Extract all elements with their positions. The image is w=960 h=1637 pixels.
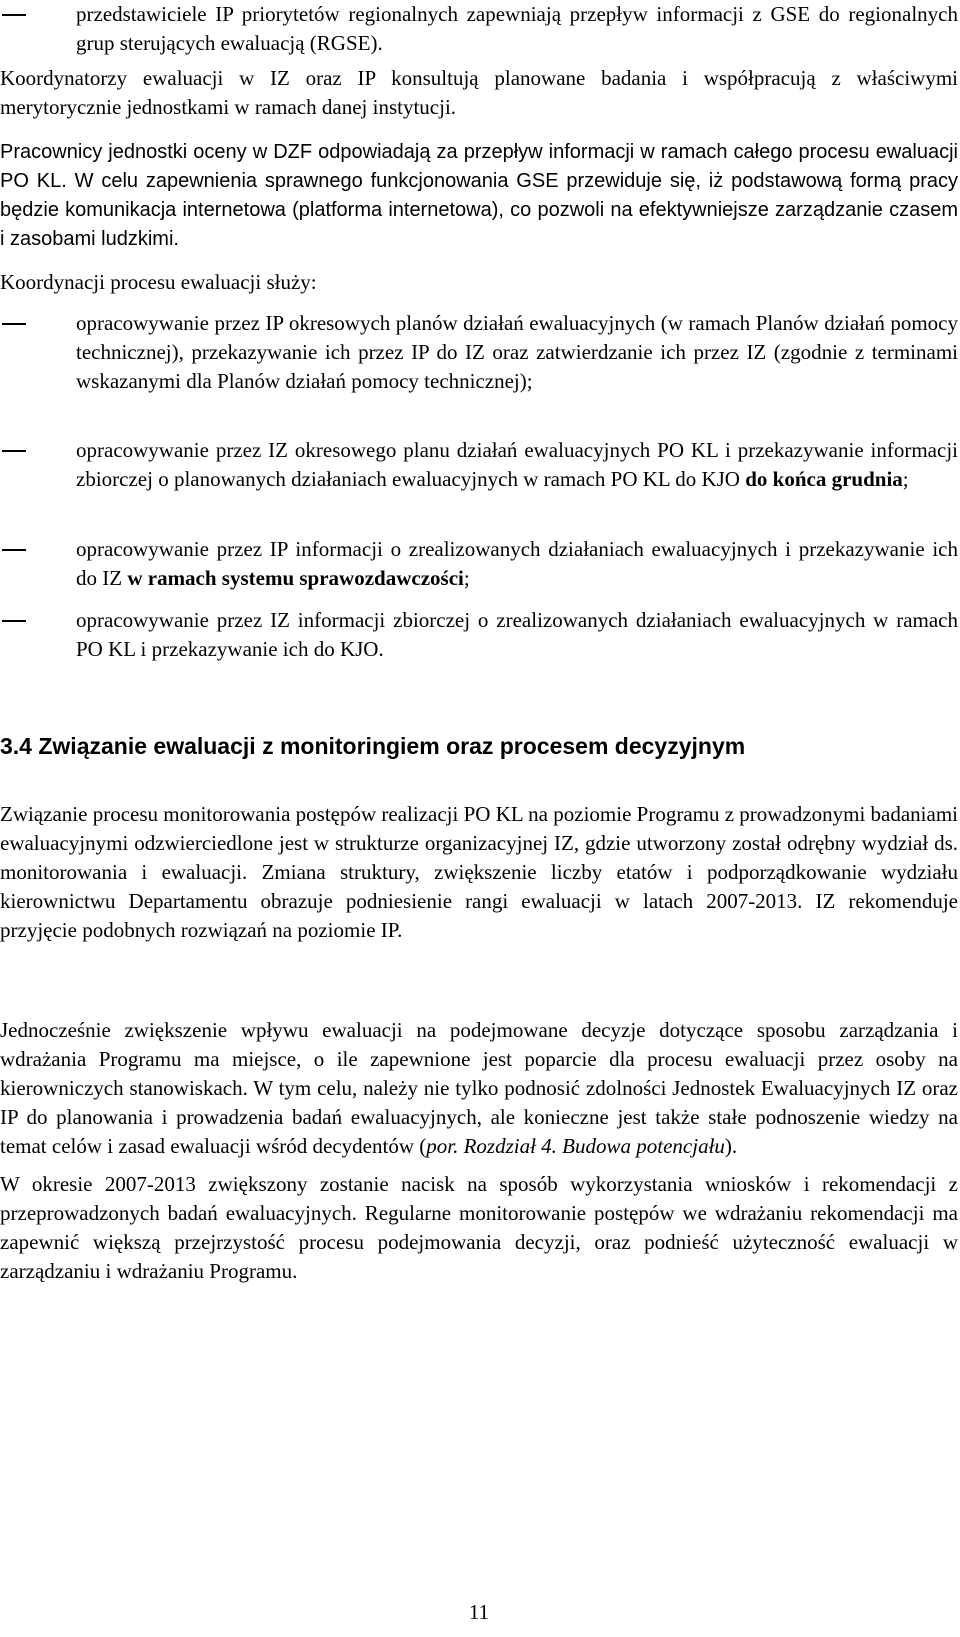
paragraph-coordinators: Koordynatorzy ewaluacji w IZ oraz IP konsultują planowane badania i współpracują z właściwymi merytorycznie jednostkami w ramach danej instytucji. xyxy=(0,66,958,119)
list-item-text: opracowywanie przez IZ okresowego planu działań ewaluacyjnych PO KL i przekazywanie informacji zbiorczej o planowanych działaniach ewaluacyjnych w ramach PO KL do KJO do końca grudnia; xyxy=(76,438,958,491)
paragraph-section-2: Jednocześnie zwiększenie wpływu ewaluacji na podejmowane decyzje dotyczące sposobu zarządzania i wdrażania Programu ma miejsce, o ile zapewnione jest poparcie dla procesu ewaluacji przez osoby na kierowniczych stanowiskach. W tym celu, należy nie tylko podnosić zdolności Jednostek Ewaluacyjnych IZ oraz IP do planowania i prowadzenia badań ewaluacyjnych, ale konieczne jest także stałe podnoszenie wiedzy na temat celów i zasad ewaluacji wśród decydentów (por. Rozdział 4. Budowa potencjału). xyxy=(0,1018,958,1158)
list-item xyxy=(0,535,958,593)
emphasis-reporting: w ramach systemu sprawozdawczości xyxy=(127,566,464,590)
dash-bullet-icon xyxy=(2,323,26,325)
dash-bullet-icon xyxy=(2,450,26,452)
reference-italic: por. Rozdział 4. Budowa potencjału xyxy=(426,1134,725,1158)
paragraph-dzf: Pracownicy jednostki oceny w DZF odpowiadają za przepływ informacji w ramach całego procesu ewaluacji PO KL. W celu zapewnienia sprawnego funkcjonowania GSE przewiduje się, iż podstawową formą pracy będzie komunikacja internetowa (platforma internetowa), co pozwoli na efektywniejsze zarządzanie czasem i zasobami ludzkimi. xyxy=(0,141,958,250)
emphasis-deadline: do końca grudnia xyxy=(745,467,903,491)
paragraph-intro: Koordynacji procesu ewaluacji służy: xyxy=(0,270,317,294)
list-item xyxy=(0,309,958,396)
page-number: 11 xyxy=(468,1600,490,1624)
list-item xyxy=(0,606,958,664)
dash-bullet-icon xyxy=(2,14,26,16)
list-item-text: opracowywanie przez IP okresowych planów działań ewaluacyjnych (w ramach Planów działań pomocy technicznej), przekazywanie ich przez IP do IZ oraz zatwierdzanie ich przez IZ (zgodnie z terminami wskazanymi dla Planów działań pomocy technicznej); xyxy=(76,311,958,393)
dash-bullet-icon xyxy=(2,620,26,622)
dash-bullet-icon xyxy=(2,549,26,551)
list-item xyxy=(0,436,958,494)
paragraph-section-3: W okresie 2007-2013 zwiększony zostanie nacisk na sposób wykorzystania wniosków i rekomendacji z przeprowadzonych badań ewaluacyjnych. Regularne monitorowanie postępów we wdrażaniu rekomendacji ma zapewnić większą przejrzystość procesu podejmowania decyzji, oraz podnieść użyteczność ewaluacji w zarządzaniu i wdrażaniu Programu. xyxy=(0,1172,958,1283)
list-item-text: przedstawiciele IP priorytetów regionalnych zapewniają przepływ informacji z GSE do regionalnych grup sterujących ewaluacją (RGSE). xyxy=(76,2,958,55)
paragraph-section-1: Związanie procesu monitorowania postępów realizacji PO KL na poziomie Programu z prowadzonymi badaniami ewaluacyjnymi odzwierciedlone jest w strukturze organizacyjnej IZ, gdzie utworzony został odrębny wydział ds. monitorowania i ewaluacji. Zmiana struktury, zwiększenie liczby etatów i podporządkowanie wydziału kierownictwu Departamentu obrazuje podniesienie rangi ewaluacji w latach 2007-2013. IZ rekomenduje przyjęcie podobnych rozwiązań na poziomie IP. xyxy=(0,802,958,942)
section-heading: 3.4 Związanie ewaluacji z monitoringiem oraz procesem decyzyjnym xyxy=(0,733,746,759)
list-item-text: opracowywanie przez IP informacji o zrealizowanych działaniach ewaluacyjnych i przekazywanie ich do IZ w ramach systemu sprawozdawczości; xyxy=(76,537,958,590)
list-item-text: opracowywanie przez IZ informacji zbiorczej o zrealizowanych działaniach ewaluacyjnych w ramach PO KL i przekazywanie ich do KJO. xyxy=(76,608,958,661)
list-item xyxy=(0,0,958,58)
